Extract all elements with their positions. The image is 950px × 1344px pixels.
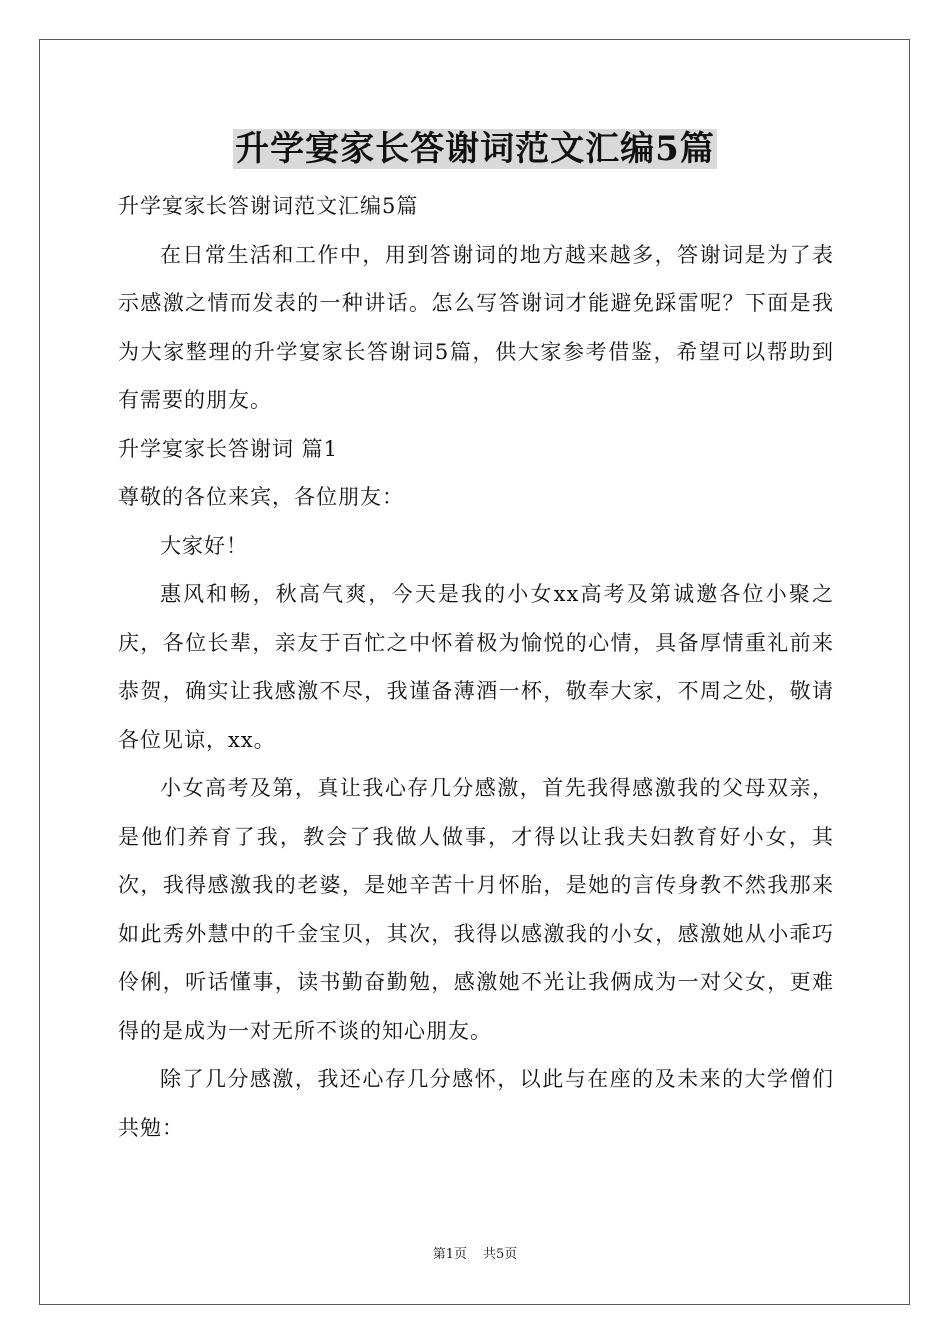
section-heading: 升学宴家长答谢词 篇1 <box>118 436 339 461</box>
page-number-current: 第1页 <box>432 1247 467 1262</box>
document-body <box>118 182 834 1152</box>
page-footer <box>0 1245 950 1265</box>
document-title <box>0 124 950 174</box>
greeting: 大家好！ <box>160 533 248 558</box>
body-paragraph-1: 惠风和畅，秋高气爽，今天是我的小女xx高考及第诚邀各位小聚之庆，各位长辈，亲友于百忙之中怀着极为愉悦的心情，具备厚情重礼前来恭贺，确实让我感激不尽，我谨备薄酒一杯，敬奉大家，不周之处，敬请各位见谅，xx。 <box>118 582 834 752</box>
body-paragraph-2: 小女高考及第，真让我心存几分感激，首先我得感激我的父母双亲，是他们养育了我，教会了我做人做事，才得以让我夫妇教育好小女，其次，我得感激我的老婆，是她辛苦十月怀胎，是她的言传身教不然我那来如此秀外慧中的千金宝贝，其次，我得以感激我的小女，感激她从小乖巧伶俐，听话懂事，读书勤奋勤勉，感激她不光让我俩成为一对父女，更难得的是成为一对无所不谈的知心朋友。 <box>118 776 834 1043</box>
salutation: 尊敬的各位来宾，各位朋友： <box>118 485 404 509</box>
document-title-text: 升学宴家长答谢词范文汇编5篇 <box>235 129 715 169</box>
intro-paragraph: 在日常生活和工作中，用到答谢词的地方越来越多，答谢词是为了表示感激之情而发表的一种讲话。怎么写答谢词才能避免踩雷呢？下面是我为大家整理的升学宴家长答谢词5篇，供大家参考借鉴，希望可以帮助到有需要的朋友。 <box>118 242 834 412</box>
body-paragraph-3: 除了几分感激，我还心存几分感怀，以此与在座的及未来的大学僧们共勉： <box>118 1067 834 1140</box>
page-number-total: 共5页 <box>483 1247 518 1262</box>
document-subtitle: 升学宴家长答谢词范文汇编5篇 <box>118 194 419 218</box>
